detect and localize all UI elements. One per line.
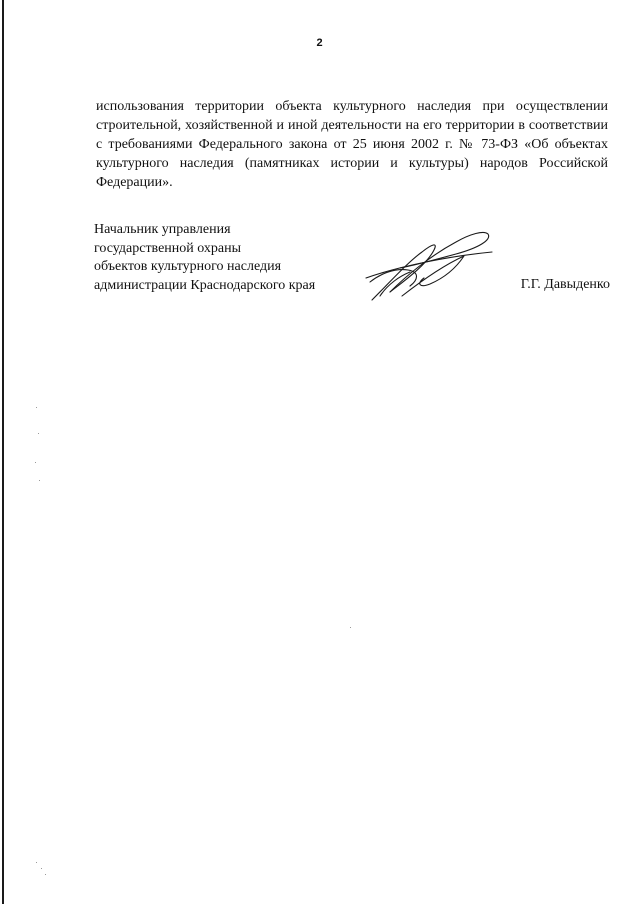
signatory-line-2: государственной охраны — [94, 240, 242, 256]
signatory-line-1: Начальник управления — [94, 222, 231, 237]
scan-speck — [350, 627, 351, 628]
scan-speck — [35, 462, 36, 463]
scan-speck — [38, 433, 39, 434]
page-number: 2 — [316, 37, 323, 49]
scan-speck — [39, 480, 40, 481]
signer-name: Г.Г. Давыденко — [520, 277, 610, 292]
scan-left-edge — [2, 0, 4, 904]
signatory-line-4: администрации Краснодарского края — [94, 277, 316, 293]
signatory-block — [94, 221, 364, 295]
scan-speck — [45, 874, 46, 875]
scan-speck — [36, 407, 37, 408]
body-paragraph: использования территории объекта культурного наследия при осуществлении строительной, хозяйственной и иной деятельности на его территории в соответствии с требованиями Федерального закона от 25 июня 2002 г. № 73-ФЗ «Об объектах культурного наследия (памятниках истории и культуры) народов Российской Федерации». — [96, 99, 608, 190]
signatory-line-3: объектов культурного наследия — [94, 259, 282, 274]
scan-speck — [36, 862, 37, 863]
scan-speck — [41, 868, 42, 869]
